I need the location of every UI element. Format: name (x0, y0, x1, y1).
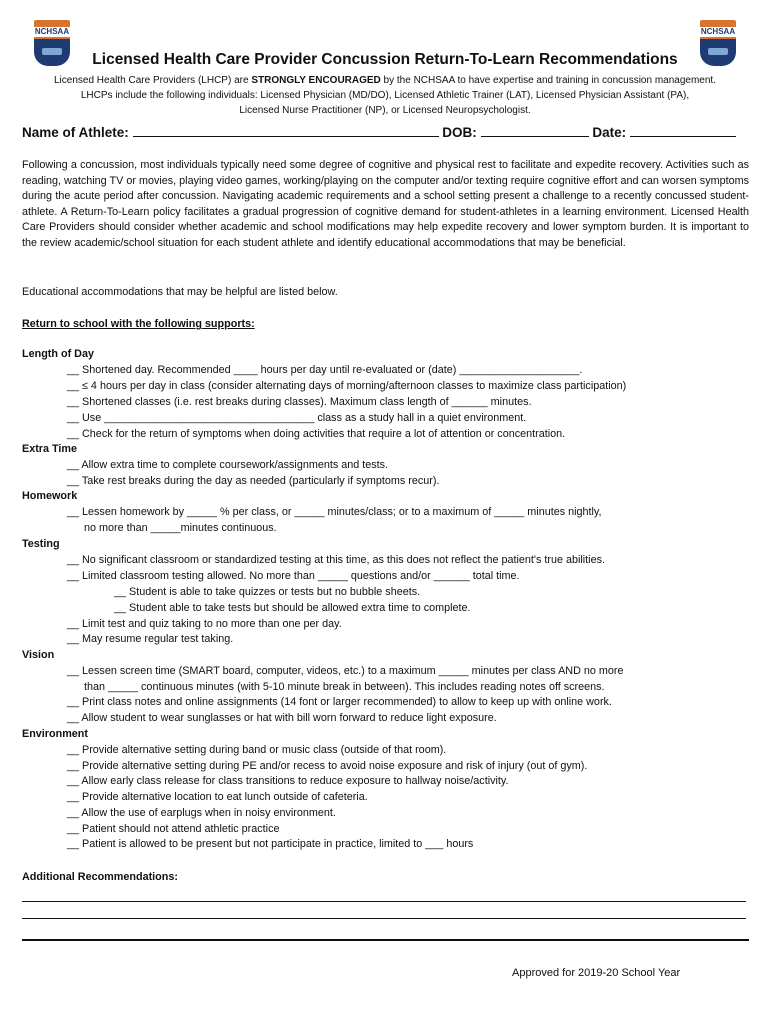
intro-line-1: Licensed Health Care Providers (LHCP) are STRONGLY ENCOURAGED by the NCHSAA to have expertise and training in concussion management. (54, 75, 716, 86)
checklist-item[interactable]: __ Print class notes and online assignments (14 font or larger recommended) to allow to keep up with online work. (67, 696, 612, 708)
intro-paragraph: Following a concussion, most individuals typically need some degree of cognitive and physical rest to facilitate and expedite recovery. Activities such as reading, watching TV or movies, playing video games, working/playing on the computer and/or texting require cognitive effort and can worsen symptoms during the acute period after concussion. Navigating academic requirements and a school setting present a challenge to a recently concussed student-athlete. A Return-To-Learn policy facilitates a gradual progression of cognitive demand for student-athletes in a learning environment. Licensed Health Care Providers should consider whether academic and school modifications may help expedite recovery and lower symptom burden. It is important to the review academic/school situation for each student athlete and identify educational accommodations that may be beneficial. (22, 159, 749, 249)
athlete-name-label: Name of Athlete: (22, 125, 129, 140)
additional-recommendations-line-2[interactable] (22, 918, 746, 919)
checklist-item[interactable]: __ May resume regular test taking. (67, 633, 234, 645)
checklist-item[interactable]: __ Patient is allowed to be present but not participate in practice, limited to ___ hours (67, 838, 474, 850)
dob-label: DOB: (442, 125, 477, 140)
checklist-item[interactable]: __ Take rest breaks during the day as needed (particularly if symptoms recur). (67, 475, 440, 487)
checklist-item[interactable]: __ Lessen screen time (SMART board, computer, videos, etc.) to a maximum _____ minutes per class AND no more (67, 665, 624, 677)
checklist-item[interactable]: __ ≤ 4 hours per day in class (consider alternating days of morning/afternoon classes to maximize class participation) (67, 380, 627, 392)
checklist-item[interactable]: __ Limited classroom testing allowed. No more than _____ questions and/or ______ total time. (67, 570, 520, 582)
section-heading-extra-time: Extra Time (22, 443, 78, 455)
accommodations-paragraph: Educational accommodations that may be helpful are listed below. (22, 286, 338, 298)
section-heading-vision: Vision (22, 649, 55, 661)
athlete-name-field[interactable] (133, 124, 439, 137)
checklist-item-continued: than _____ continuous minutes (with 5-10 minute break in between). This includes reading notes off screens. (84, 681, 605, 693)
checklist-item[interactable]: __ Allow early class release for class transitions to reduce exposure to hallway noise/activity. (67, 775, 509, 787)
checklist-item[interactable]: __ Allow extra time to complete coursework/assignments and tests. (67, 459, 389, 471)
supports-heading: Return to school with the following supports: (22, 318, 255, 330)
page-title: Licensed Health Care Provider Concussion Return-To-Learn Recommendations (92, 51, 678, 68)
date-label: Date: (592, 125, 627, 140)
checklist-item[interactable]: __ Provide alternative setting during band or music class (outside of that room). (67, 744, 447, 756)
checklist-subitem[interactable]: __ Student is able to take quizzes or tests but no bubble sheets. (114, 586, 421, 598)
checklist-item[interactable]: __ No significant classroom or standardized testing at this time, as this does not reflect the patient's true abilities. (67, 554, 605, 566)
section-heading-environment: Environment (22, 728, 88, 740)
additional-recommendations-line-1[interactable] (22, 901, 746, 902)
checklist-item[interactable]: __ Provide alternative setting during PE and/or recess to avoid noise exposure and risk of injury (out of gym). (67, 760, 588, 772)
checklist-item[interactable]: __ Use ___________________________________ class as a study hall in a quiet environment. (67, 412, 527, 424)
divider (22, 939, 749, 941)
checklist-item[interactable]: __ Patient should not attend athletic practice (67, 823, 280, 835)
checklist-item[interactable]: __ Lessen homework by _____ % per class, or _____ minutes/class; or to a maximum of _____ minutes nightly, (67, 506, 602, 518)
section-heading-testing: Testing (22, 538, 60, 550)
checklist-item-continued: no more than _____minutes continuous. (84, 522, 277, 534)
additional-recommendations-heading: Additional Recommendations: (22, 871, 178, 883)
nchsaa-logo-right: NCHSAA (700, 20, 736, 66)
checklist-item[interactable]: __ Shortened classes (i.e. rest breaks during classes). Maximum class length of ______ minutes. (67, 396, 532, 408)
intro-line-2: LHCPs include the following individuals: Licensed Physician (MD/DO), Licensed Athletic Trainer (LAT), Licensed Physician Assistant (PA), (80, 90, 690, 101)
section-heading-length-of-day: Length of Day (22, 348, 94, 360)
checklist-item[interactable]: __ Allow the use of earplugs when in noisy environment. (67, 807, 336, 819)
approval-footer: Approved for 2019-20 School Year (512, 967, 681, 979)
intro-line-3: Licensed Nurse Practitioner (NP), or Licensed Neuropsychologist. (239, 105, 531, 116)
section-heading-homework: Homework (22, 490, 78, 502)
checklist-subitem[interactable]: __ Student able to take tests but should be allowed extra time to complete. (114, 602, 471, 614)
checklist-item[interactable]: __ Provide alternative location to eat lunch outside of cafeteria. (67, 791, 368, 803)
dob-field[interactable] (481, 124, 589, 137)
checklist-item[interactable]: __ Allow student to wear sunglasses or hat with bill worn forward to reduce light exposure. (67, 712, 497, 724)
checklist-item[interactable]: __ Shortened day. Recommended ____ hours per day until re-evaluated or (date) ____________________. (67, 364, 583, 376)
date-field[interactable] (630, 124, 736, 137)
nchsaa-logo-left: NCHSAA (34, 20, 70, 66)
athlete-info-row (22, 124, 736, 140)
checklist-item[interactable]: __ Check for the return of symptoms when doing activities that require a lot of attention or concentration. (67, 428, 566, 440)
checklist-item[interactable]: __ Limit test and quiz taking to no more than one per day. (67, 618, 342, 630)
